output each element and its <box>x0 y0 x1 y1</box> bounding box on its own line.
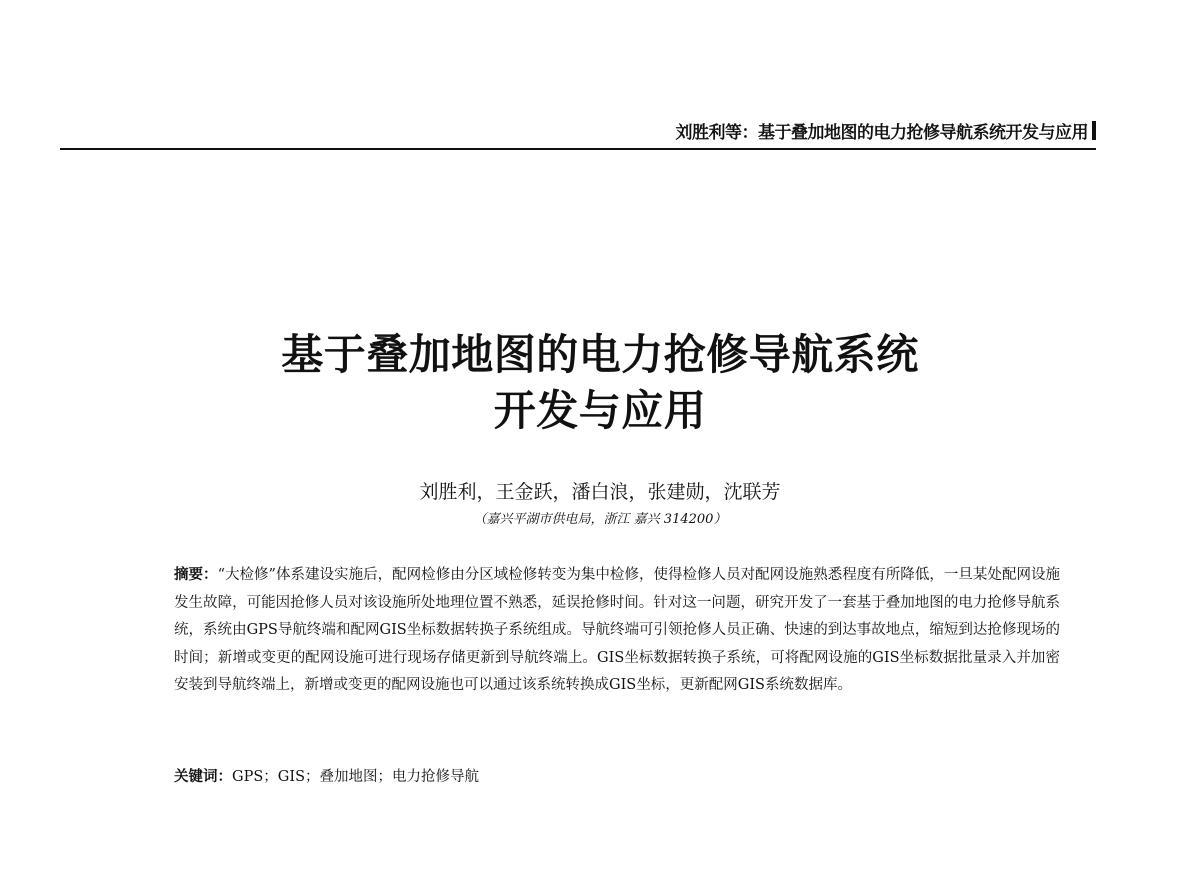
header-rule <box>60 148 1096 150</box>
header-bar-mark <box>1092 121 1096 140</box>
abstract <box>174 562 1060 700</box>
running-header <box>676 118 1097 143</box>
keywords-label: 关键词： <box>174 769 232 785</box>
paper-title-line-2: 开发与应用 <box>493 386 707 435</box>
keywords-text: GPS；GIS；叠加地图；电力抢修导航 <box>232 769 480 785</box>
affiliation: （嘉兴平湖市供电局，浙江 嘉兴 314200） <box>473 512 727 527</box>
running-header-text: 刘胜利等：基于叠加地图的电力抢修导航系统开发与应用 <box>675 123 1088 143</box>
authors: 刘胜利，王金跃，潘白浪，张建勋，沈联芳 <box>419 481 781 503</box>
abstract-label: 摘要： <box>174 567 218 583</box>
keywords <box>174 764 1060 792</box>
paper-title <box>0 327 1200 439</box>
abstract-text: “大检修”体系建设实施后，配网检修由分区域检修转变为集中检修，使得检修人员对配网设施熟悉程度有所降低，一旦某处配网设施发生故障，可能因抢修人员对该设施所处地理位置不熟悉，延误抢修时间。针对这一问题，研究开发了一套基于叠加地图的电力抢修导航系统，系统由GPS导航终端和配网GIS坐标数据转换子系统组成。导航终端可引领抢修人员正确、快速的到达事故地点，缩短到达抢修现场的时间；新增或变更的配网设施可进行现场存储更新到导航终端上。GIS坐标数据转换子系统，可将配网设施的GIS坐标数据批量录入并加密安装到导航终端上，新增或变更的配网设施也可以通过该系统转换成GIS坐标，更新配网GIS系统数据库。 <box>174 567 1060 693</box>
paper-title-line-1: 基于叠加地图的电力抢修导航系统 <box>281 330 919 379</box>
